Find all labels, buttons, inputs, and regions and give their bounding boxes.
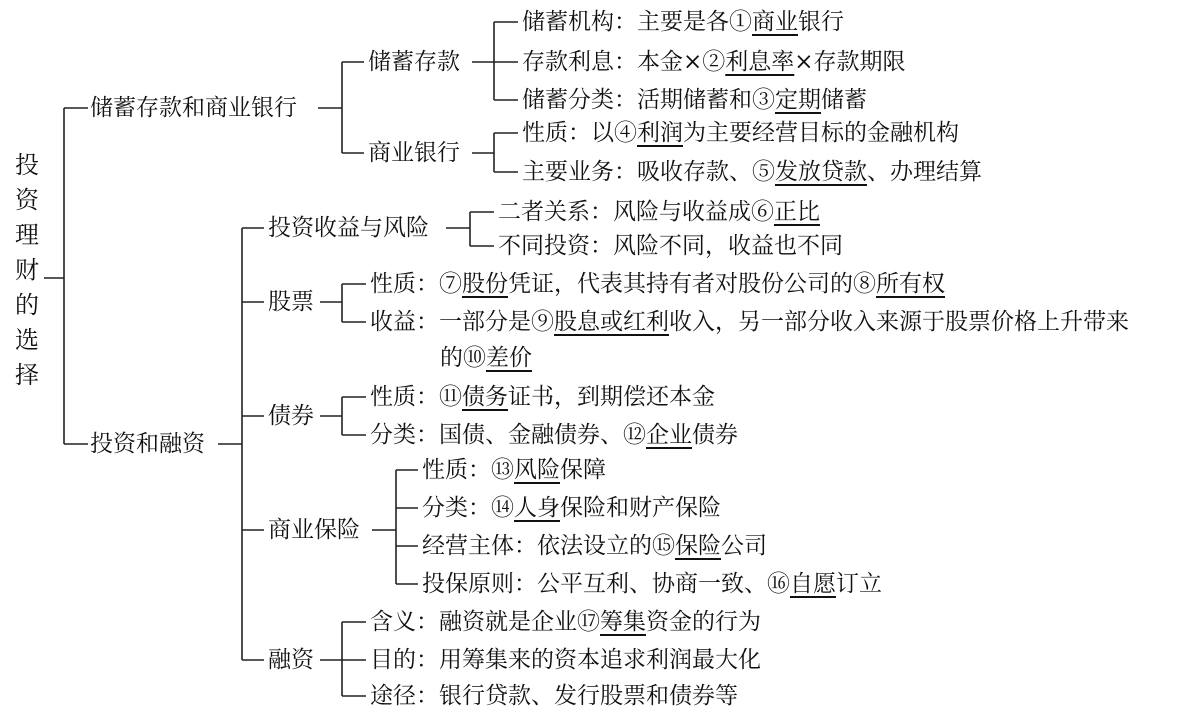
leaf-different-investments: 不同投资：风险不同，收益也不同 [498,233,843,259]
connector-b2 [218,228,264,660]
leaf-deposit-interest: 存款利息：本金×②利息率×存款期限 [522,49,906,75]
leaf-stock-nature: 性质：⑦股份凭证，代表其持有者对股份公司的⑧所有权 [370,271,945,297]
leaf-financing-purpose: 目的：用筹集来的资本追求利润最大化 [370,647,761,673]
connector-b2-c4 [372,470,418,584]
connector-b1-c2 [472,133,518,172]
root-node: 投资理财的选择 [15,151,39,389]
leaf-insurance-nature: 性质：⑬风险保障 [422,457,606,483]
leaf-financing-meaning: 含义：融资就是企业⑰筹集资金的行为 [370,609,761,635]
connector-b2-c1 [446,212,494,246]
leaf-insurance-types: 分类：⑭人身保险和财产保险 [422,495,721,521]
connector-b2-c5 [320,622,366,696]
leaf-savings-types: 储蓄分类：活期储蓄和③定期储蓄 [522,87,867,113]
leaf-bank-business: 主要业务：吸收存款、⑤发放贷款、办理结算 [522,159,982,185]
leaf-savings-institution: 储蓄机构：主要是各①商业银行 [522,9,844,35]
node-return-and-risk: 投资收益与风险 [268,215,429,241]
connector-b1 [318,62,364,153]
leaf-bond-types: 分类：国债、金融债券、⑫企业债券 [370,422,738,448]
node-financing: 融资 [268,647,314,673]
leaf-insurance-principle: 投保原则：公平互利、协商一致、⑯自愿订立 [422,571,882,597]
connector-b2-c3 [320,397,366,435]
leaf-insurance-operator: 经营主体：依法设立的⑮保险公司 [422,533,767,559]
node-savings-deposit: 储蓄存款 [368,49,460,75]
leaf-stock-income-cont: 的⑩差价 [440,345,532,371]
leaf-bond-nature: 性质：⑪债务证书，到期偿还本金 [370,384,715,410]
connector-root [44,108,88,444]
node-bonds: 债券 [268,403,314,429]
node-commercial-insurance: 商业保险 [268,517,360,543]
leaf-stock-income: 收益：一部分是⑨股息或红利收入，另一部分收入来源于股票价格上升带来 [370,309,1129,335]
leaf-financing-channels: 途径：银行贷款、发行股票和债券等 [370,683,738,709]
connector-b2-c2 [320,284,366,322]
connector-b1-c1 [472,22,518,100]
leaf-risk-relation: 二者关系：风险与收益成⑥正比 [498,199,820,225]
leaf-bank-nature: 性质：以④利润为主要经营目标的金融机构 [522,120,959,146]
node-commercial-bank: 商业银行 [368,140,460,166]
branch-investment-and-financing: 投资和融资 [90,431,205,457]
node-stocks: 股票 [268,289,314,315]
branch-savings-and-banks: 储蓄存款和商业银行 [90,95,297,121]
